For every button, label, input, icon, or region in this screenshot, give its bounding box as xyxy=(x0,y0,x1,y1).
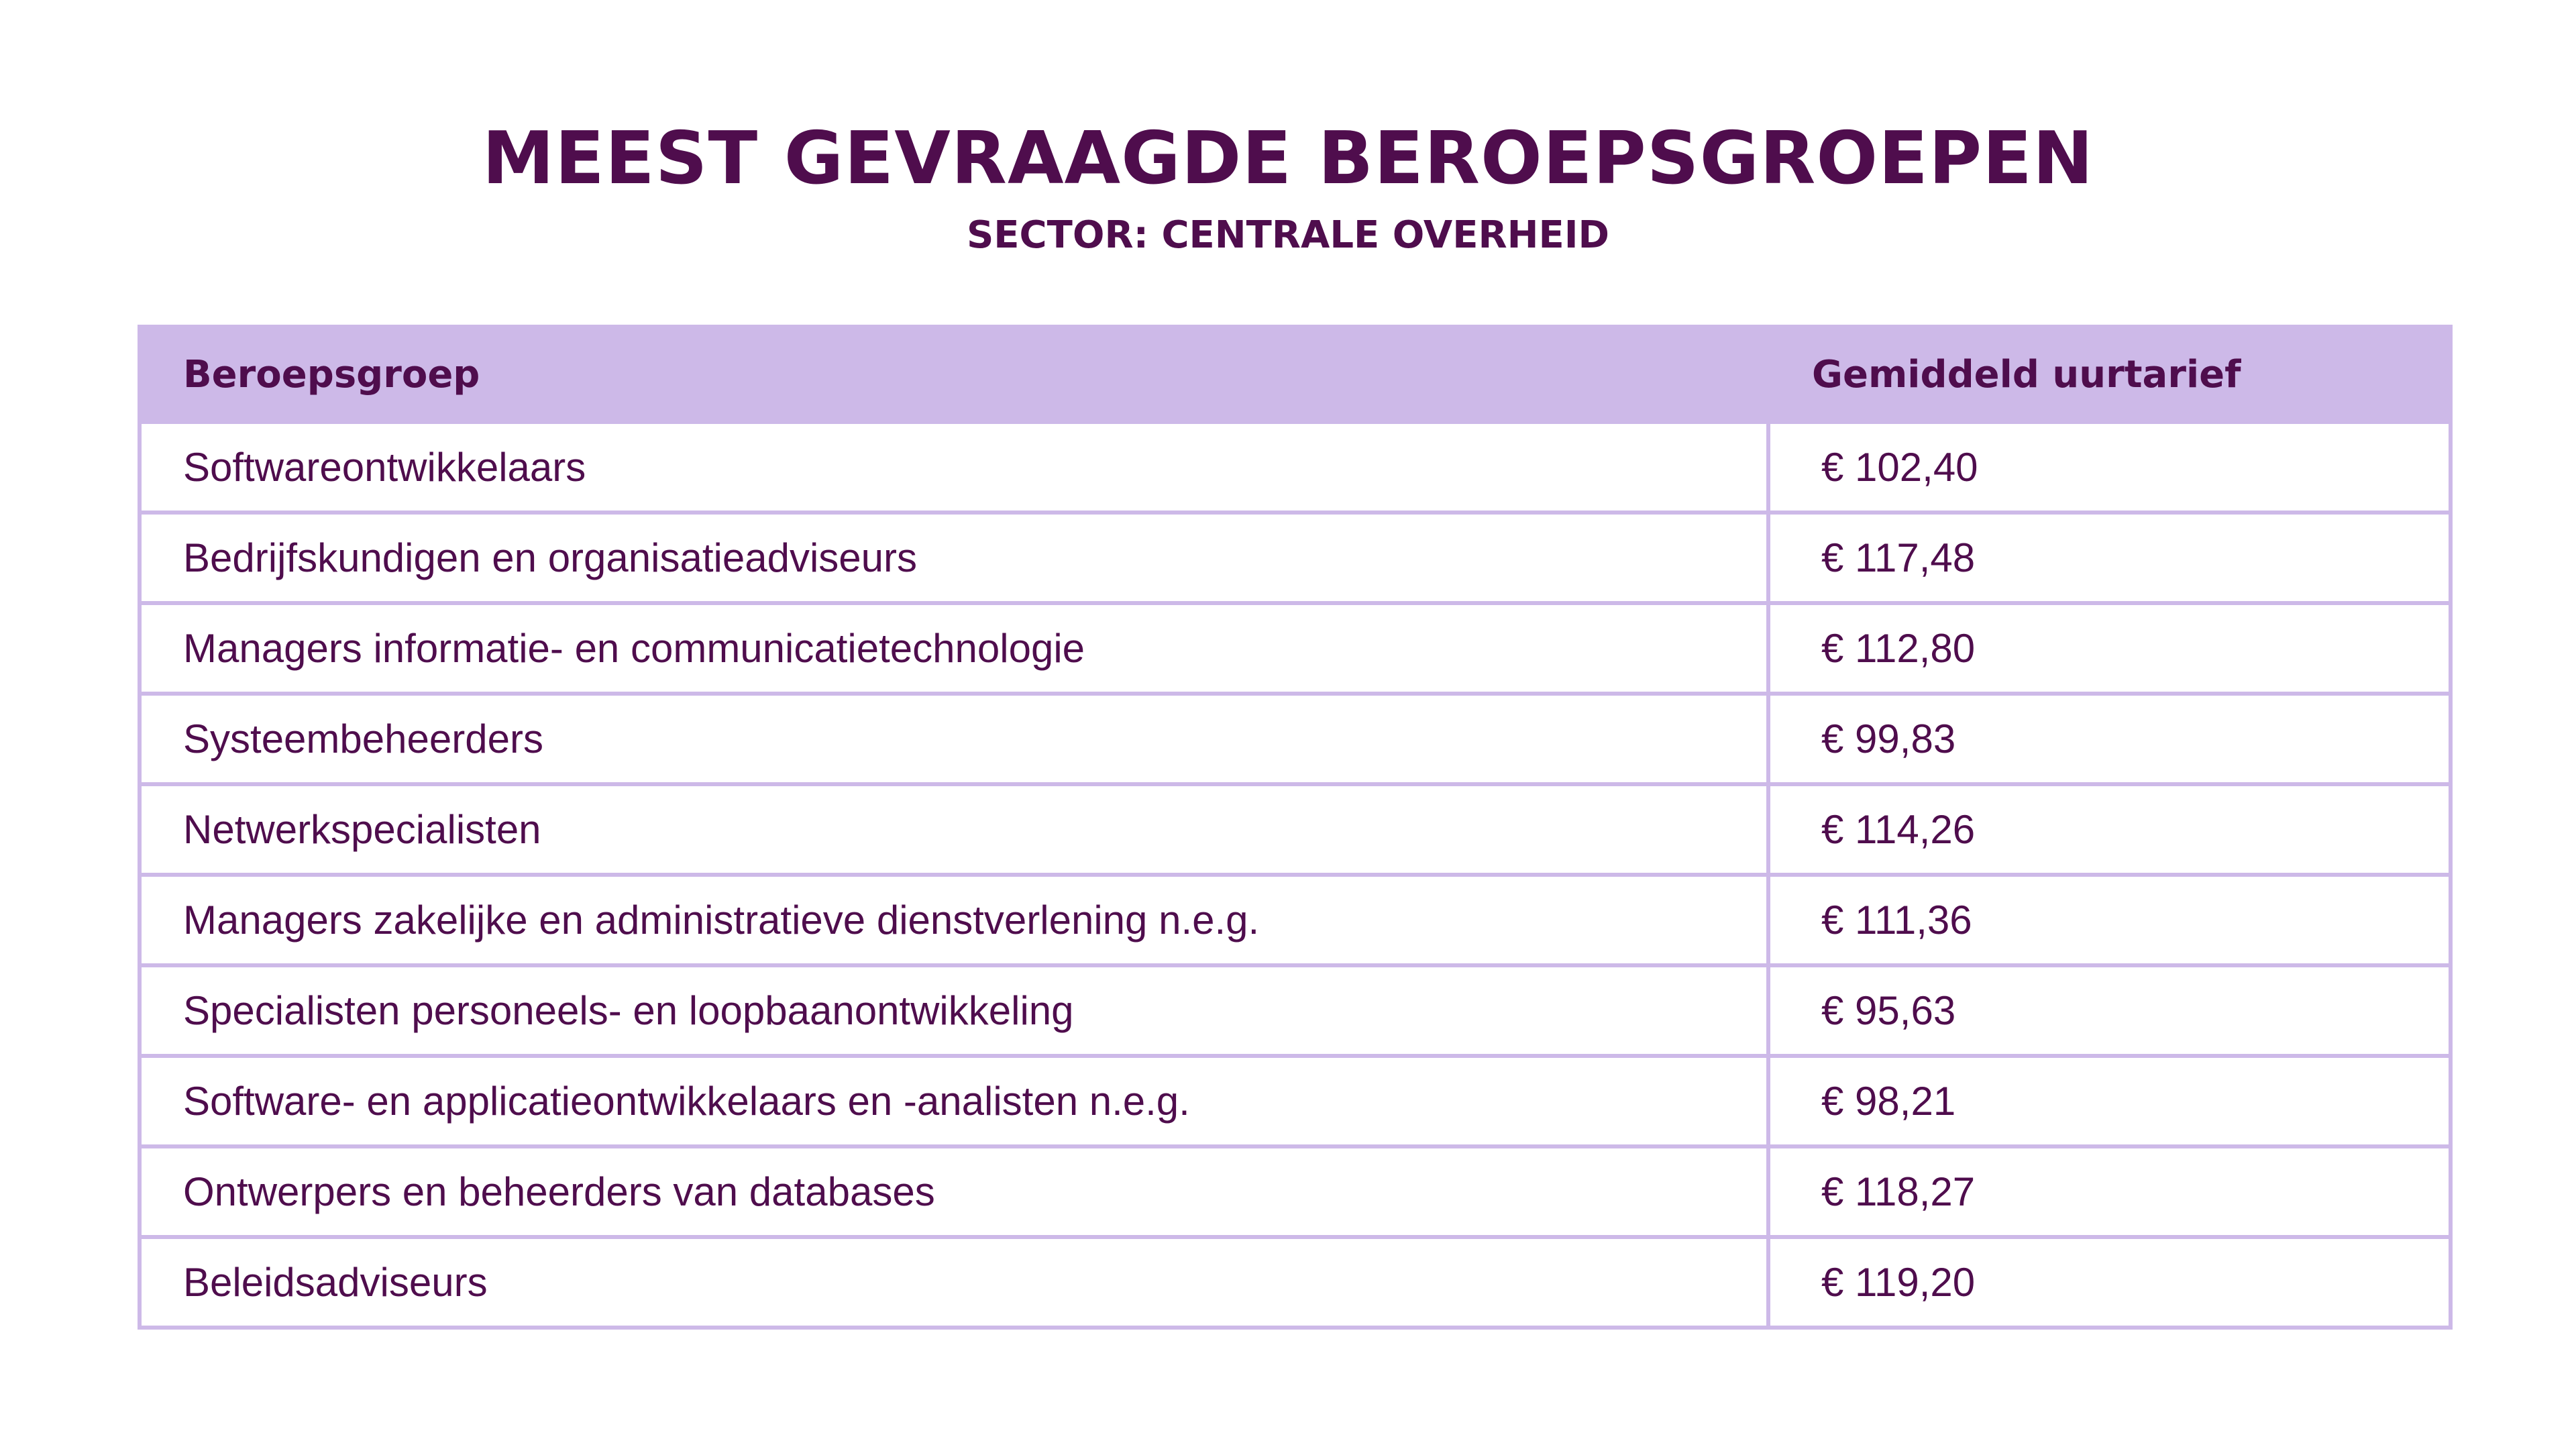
cell-uurtarief: € 118,27 xyxy=(1821,1169,1976,1214)
cell-uurtarief: € 98,21 xyxy=(1821,1079,1956,1124)
cell-uurtarief: € 99,83 xyxy=(1821,716,1956,761)
table-row xyxy=(142,1235,2449,1326)
page-title: MEEST GEVRAAGDE BEROEPSGROEPEN xyxy=(482,117,2094,201)
table-row xyxy=(142,511,2449,601)
table-row xyxy=(142,420,2449,511)
table-row xyxy=(142,692,2449,782)
cell-uurtarief: € 102,40 xyxy=(1821,445,1978,490)
table-row xyxy=(142,963,2449,1054)
occupations-table xyxy=(138,325,2453,1330)
page-subtitle: SECTOR: CENTRALE OVERHEID xyxy=(966,213,1610,257)
table-row xyxy=(142,1054,2449,1144)
cell-uurtarief: € 111,36 xyxy=(1821,898,1972,943)
table-row xyxy=(142,601,2449,692)
cell-beroepsgroep: Softwareontwikkelaars xyxy=(142,424,1770,511)
cell-uurtarief: € 114,26 xyxy=(1821,807,1976,852)
cell-beroepsgroep: Bedrijfskundigen en organisatieadviseurs xyxy=(142,515,1770,601)
cell-beroepsgroep: Ontwerpers en beheerders van databases xyxy=(142,1148,1770,1235)
column-header-uurtarief: Gemiddeld uurtarief xyxy=(1812,352,2241,396)
cell-uurtarief: € 95,63 xyxy=(1821,988,1956,1033)
cell-uurtarief: € 112,80 xyxy=(1821,626,1976,671)
cell-beroepsgroep: Systeembeheerders xyxy=(142,696,1770,782)
cell-beroepsgroep: Software- en applicatieontwikkelaars en -analisten n.e.g. xyxy=(142,1058,1770,1144)
table-header-row xyxy=(142,329,2449,420)
cell-beroepsgroep: Specialisten personeels- en loopbaanontwikkeling xyxy=(142,967,1770,1054)
cell-beroepsgroep: Beleidsadviseurs xyxy=(142,1239,1770,1326)
cell-uurtarief: € 117,48 xyxy=(1821,535,1976,580)
cell-beroepsgroep: Managers zakelijke en administratieve dienstverlening n.e.g. xyxy=(142,877,1770,963)
table-row xyxy=(142,873,2449,963)
cell-uurtarief: € 119,20 xyxy=(1821,1260,1976,1305)
table-row xyxy=(142,782,2449,873)
cell-beroepsgroep: Managers informatie- en communicatietechnologie xyxy=(142,605,1770,692)
table-row xyxy=(142,1144,2449,1235)
column-header-beroepsgroep: Beroepsgroep xyxy=(183,352,480,396)
cell-beroepsgroep: Netwerkspecialisten xyxy=(142,786,1770,873)
